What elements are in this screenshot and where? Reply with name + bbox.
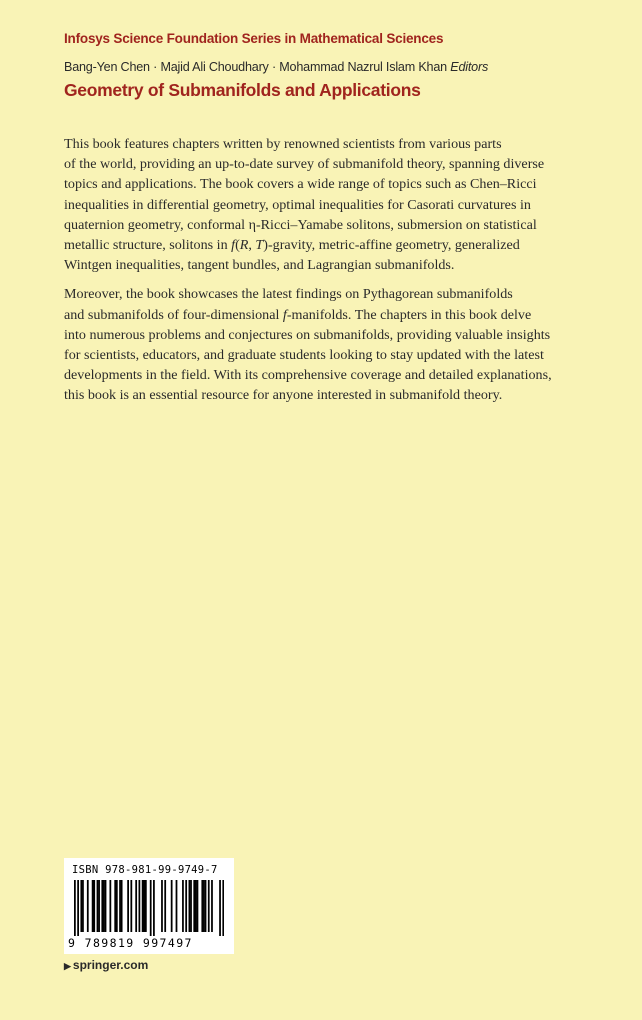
blurb-line: This book features chapters written by renowned scientists from various parts xyxy=(64,136,502,152)
blurb xyxy=(64,134,584,415)
publisher-link-text: springer.com xyxy=(72,958,149,972)
blurb-line: inequalities in differential geometry, optimal inequalities for Casorati curvatures in xyxy=(64,196,531,213)
blurb-line: Moreover, the book showcases the latest findings on Pythagorean submanifolds xyxy=(64,286,513,303)
blurb-line: Wintgen inequalities, tangent bundles, and Lagrangian submanifolds. xyxy=(64,257,455,274)
barcode-digits: 9 789819 997497 xyxy=(68,936,193,950)
publisher-link[interactable] xyxy=(64,958,148,972)
book-title: Geometry of Submanifolds and Applications xyxy=(64,80,421,100)
isbn-label: ISBN 978-981-99-9749-7 xyxy=(72,864,218,876)
blurb-line: of the world, providing an up-to-date survey of submanifold theory, spanning diverse xyxy=(64,156,545,173)
blurb-line: metallic structure, solitons in f(R, T)-gravity, metric-affine geometry, generalized xyxy=(64,237,520,254)
blurb-line: into numerous problems and conjectures on submanifolds, providing valuable insights xyxy=(64,326,551,343)
triangle-right-icon: ▶ xyxy=(64,961,71,971)
blurb-line: developments in the field. With its comprehensive coverage and detailed explanations, xyxy=(64,367,552,384)
editors-line xyxy=(64,60,488,74)
barcode-bars xyxy=(74,880,224,936)
blurb-paragraph-2 xyxy=(64,284,584,405)
series-title: Infosys Science Foundation Series in Mathematical Sciences xyxy=(64,31,444,46)
editors-role: Editors xyxy=(450,60,489,74)
barcode xyxy=(64,858,234,954)
blurb-line: quaternion geometry, conformal η-Ricci–Yamabe solitons, submersion on statistical xyxy=(64,216,537,233)
editors-names: Bang-Yen Chen · Majid Ali Choudhary · Mohammad Nazrul Islam Khan xyxy=(64,60,447,74)
blurb-paragraph-1 xyxy=(64,134,584,275)
blurb-line: topics and applications. The book covers a wide range of topics such as Chen–Ricci xyxy=(64,176,537,193)
blurb-line: for scientists, educators, and graduate students looking to stay updated with the latest xyxy=(64,347,544,364)
blurb-line: this book is an essential resource for anyone interested in submanifold theory. xyxy=(64,387,503,404)
blurb-line: and submanifolds of four-dimensional f-manifolds. The chapters in this book delve xyxy=(64,306,532,323)
